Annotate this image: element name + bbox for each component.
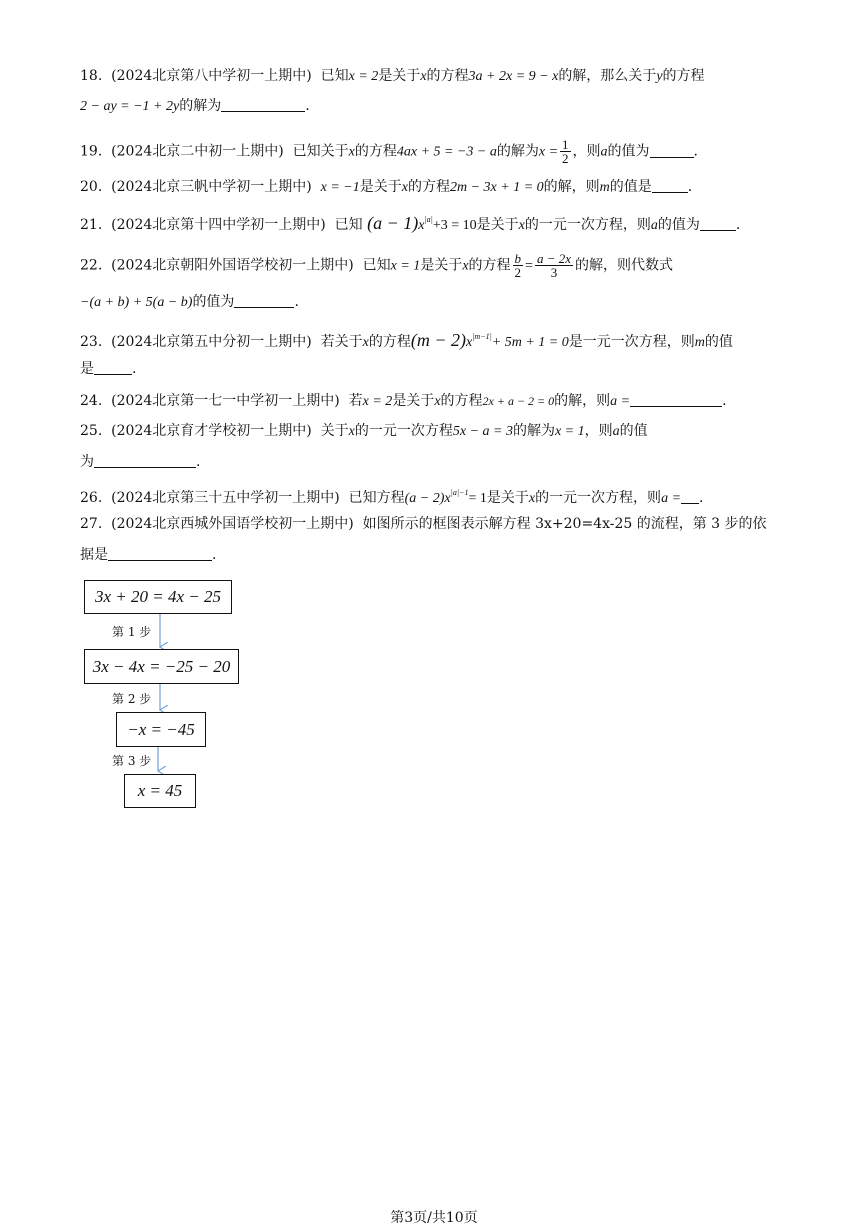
q21-line [80, 211, 740, 235]
equation: 3a + 2x = 9 − x [468, 69, 559, 84]
text: . [735, 217, 741, 233]
text: 的解，则 [554, 393, 611, 409]
question-source: (2024北京第五中分初一上期中) [111, 334, 312, 350]
question-source: (2024北京育才学校初一上期中) [111, 423, 312, 439]
equation: 5x − a = 3 [452, 424, 513, 439]
q23-line2 [80, 360, 136, 378]
flow-box-2: 3x − 4x = −25 − 20 [84, 649, 239, 684]
text: 是关于 [378, 68, 421, 84]
text: . [294, 294, 299, 310]
equation: x = 1 [390, 258, 421, 274]
text: ，则 [584, 423, 613, 439]
question-source: (2024北京朝阳外国语学校初一上期中) [111, 257, 354, 274]
question-source: (2024北京二中初一上期中) [111, 143, 284, 160]
equation: (a − 2)x [404, 491, 451, 506]
text: . [196, 454, 201, 470]
text: 是关于 [486, 490, 529, 506]
text: . [687, 179, 693, 195]
variable: x [348, 424, 355, 439]
text: 的解为 [496, 143, 539, 160]
question-number: 27. [80, 516, 103, 532]
text: 已知方程 [348, 490, 405, 506]
flow-step-1-label: 第 1 步 [112, 625, 152, 639]
question-source: (2024北京第十四中学初一上期中) [111, 217, 326, 233]
question-source: (2024北京西城外国语学校初一上期中) [111, 516, 354, 532]
text: 已知 [362, 257, 391, 274]
equation: x = −1 [320, 180, 360, 195]
variable: x [362, 335, 369, 350]
text: 是 [80, 361, 94, 377]
variable: x [420, 69, 427, 84]
equation: = 1 [468, 491, 487, 506]
text: . [305, 98, 310, 114]
text: . [699, 490, 704, 506]
text: 的解为 [512, 423, 555, 439]
answer-blank[interactable] [94, 360, 132, 375]
equation: 4ax + 5 = −3 − a [396, 144, 497, 160]
text: 的方程 [407, 179, 450, 195]
fraction-numerator: b [514, 251, 522, 266]
question-source: (2024北京第八中学初一上期中) [111, 68, 312, 84]
answer-blank[interactable] [221, 97, 305, 112]
text: 是关于 [359, 179, 402, 195]
answer-blank[interactable] [108, 546, 212, 561]
answer-label: a = [610, 394, 631, 409]
equation: x = [538, 144, 559, 160]
answer-blank[interactable] [234, 293, 294, 308]
exponent: |a| [424, 215, 433, 224]
fraction-denominator: 2 [514, 265, 522, 280]
flow-box-3: −x = −45 [116, 712, 206, 747]
q22-line1 [80, 252, 673, 280]
fraction [513, 252, 524, 279]
variable: a [600, 144, 608, 160]
answer-blank[interactable] [630, 392, 722, 407]
text: 已知 [320, 68, 349, 84]
variable: x [434, 394, 441, 409]
variable: x [401, 180, 408, 195]
text: 的解，则代数式 [574, 257, 673, 274]
q18-line1 [80, 67, 705, 86]
text: 的值是 [609, 179, 652, 195]
text: 据是 [80, 547, 108, 563]
text: 若关于 [320, 334, 363, 350]
text: 的一元一次方程 [354, 423, 453, 439]
text: 若 [348, 393, 363, 409]
fraction [560, 138, 571, 165]
question-number: 26. [80, 490, 103, 506]
question-number: 24. [80, 393, 103, 409]
text: 如图所示的框图表示解方程 3x+20=4x-25 的流程，第 3 步的依 [362, 516, 767, 532]
fraction-denominator: 2 [562, 151, 569, 166]
text: 的解为 [179, 98, 222, 114]
text: 的值 [619, 423, 648, 439]
question-number: 20. [80, 179, 103, 195]
text: 的方程 [440, 393, 483, 409]
flow-step-3-label: 第 3 步 [112, 754, 152, 768]
answer-blank[interactable] [94, 453, 196, 468]
equation: (m − 2) [410, 330, 466, 350]
answer-blank[interactable] [652, 178, 688, 193]
text: 是关于 [476, 217, 519, 233]
q25-line1 [80, 422, 648, 441]
text: . [132, 361, 137, 377]
text: . [212, 547, 217, 563]
text: 的方程 [368, 334, 411, 350]
question-source: (2024北京第三十五中学初一上期中) [111, 490, 340, 506]
variable: y [656, 69, 663, 84]
variable: m [694, 335, 705, 350]
text: 已知关于 [292, 143, 349, 160]
question-source: (2024北京第一七一中学初一上期中) [111, 393, 340, 409]
q20-line [80, 178, 692, 197]
answer-blank[interactable] [700, 216, 736, 231]
equation: 2 − ay = −1 + 2y [80, 99, 180, 114]
text: 为 [80, 454, 94, 470]
variable: x [462, 258, 469, 274]
question-number: 25. [80, 423, 103, 439]
text: 的值为 [607, 143, 650, 160]
question-number: 19. [80, 143, 103, 160]
equation: + 5m + 1 = 0 [491, 335, 569, 350]
text: 的一元一次方程，则 [535, 490, 662, 506]
flow-box-4: x = 45 [124, 774, 196, 808]
variable: m [599, 180, 610, 195]
text: 的值 [704, 334, 733, 350]
equation: x = 1 [554, 424, 585, 439]
equation: +3 = 10 [432, 218, 477, 233]
equals-sign: = [525, 258, 533, 274]
question-number: 23. [80, 334, 103, 350]
q27-line2 [80, 546, 216, 564]
text: 的值为 [657, 217, 700, 233]
equation: 2m − 3x + 1 = 0 [449, 180, 544, 195]
variable: x [466, 335, 473, 350]
equation: x = 2 [362, 394, 393, 409]
text: 的方程 [662, 68, 705, 84]
text: 是一元一次方程，则 [568, 334, 695, 350]
text: 已知 [334, 217, 363, 233]
text: 关于 [320, 423, 349, 439]
fraction [535, 252, 573, 279]
text: 的解，那么关于 [558, 68, 657, 84]
text: 的解，则 [543, 179, 600, 195]
text: 的方程 [354, 143, 397, 160]
exponent: |a|−1 [450, 488, 469, 497]
question-number: 21. [80, 217, 103, 233]
q26-line [80, 484, 703, 508]
text: . [693, 143, 698, 160]
fraction-numerator: 1 [562, 137, 569, 152]
page-footer: 第3页/共10页 [390, 1210, 478, 1226]
equation: x = 2 [348, 69, 379, 84]
answer-blank[interactable] [681, 489, 699, 504]
answer-label: a = [661, 491, 682, 506]
answer-blank[interactable] [650, 143, 694, 158]
flow-box-1: 3x + 20 = 4x − 25 [84, 580, 232, 614]
variable: x [348, 144, 355, 160]
text: 的方程 [426, 68, 469, 84]
question-number: 22. [80, 257, 103, 274]
expression: −(a + b) + 5(a − b) [80, 295, 193, 310]
variable: x [418, 218, 425, 233]
text: 的方程 [468, 257, 511, 274]
text: ，则 [572, 143, 601, 160]
q25-line2 [80, 453, 200, 471]
question-number: 18. [80, 68, 103, 84]
variable: x [528, 491, 536, 506]
q23-line1 [80, 328, 733, 352]
q27-line1 [80, 515, 767, 533]
q18-line2 [80, 97, 310, 116]
exponent: |m−1| [472, 332, 492, 341]
flow-step-2-label: 第 2 步 [112, 692, 152, 706]
q19-line [80, 138, 698, 165]
text: 的值为 [192, 294, 235, 310]
variable: a [650, 218, 658, 233]
fraction-denominator: 3 [550, 265, 558, 280]
text: . [722, 393, 727, 409]
q24-line [80, 392, 727, 411]
text: 的一元一次方程，则 [524, 217, 651, 233]
question-source: (2024北京三帆中学初一上期中) [111, 179, 312, 195]
variable: x [518, 218, 525, 233]
equation: 2x + a − 2 = 0 [482, 394, 555, 408]
fraction-numerator: a − 2x [536, 251, 571, 266]
q22-line2 [80, 293, 299, 312]
variable: a [612, 424, 620, 439]
equation: (a − 1) [367, 213, 419, 233]
text: 是关于 [420, 257, 463, 274]
text: 是关于 [392, 393, 435, 409]
